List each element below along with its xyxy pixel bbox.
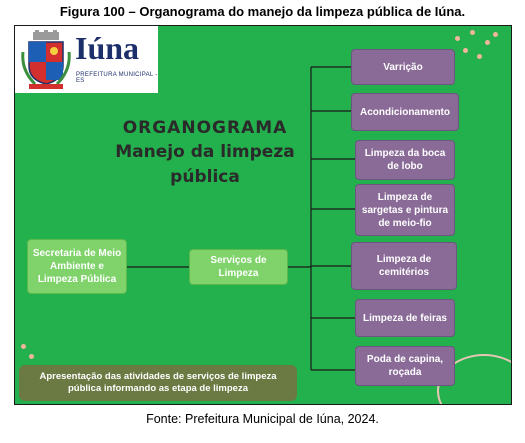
- municipality-logo: [15, 26, 158, 93]
- figure-source: Fonte: Prefeitura Municipal de Iúna, 2024.: [146, 412, 379, 426]
- node-middle: Serviços de Limpeza: [189, 249, 288, 285]
- node-service-feiras: Limpeza de feiras: [355, 299, 455, 337]
- chart-title-line1: ORGANOGRAMA: [122, 118, 288, 138]
- figure-caption: Figura 100 – Organograma do manejo da limpeza pública de Iúna.: [59, 4, 466, 19]
- node-service-sargetas: Limpeza de sargetas e pintura de meio-fio: [355, 184, 455, 236]
- chart-title-line2: Manejo da limpeza: [115, 142, 295, 162]
- logo-subtitle: PREFEITURA MUNICIPAL - ES: [76, 72, 158, 84]
- logo-name: Iúna: [75, 30, 140, 66]
- chart-title-line3: pública: [170, 167, 240, 187]
- organogram-panel: [14, 25, 512, 405]
- footer-note: Apresentação das atividades de serviços de limpeza pública informando as etapa de limpeza: [19, 365, 297, 401]
- coat-of-arms-icon: [21, 30, 71, 90]
- node-service-cemiterios: Limpeza de cemitérios: [351, 242, 457, 290]
- node-service-acondicionamento: Acondicionamento: [351, 93, 459, 131]
- node-service-poda: Poda de capina, roçada: [355, 346, 455, 386]
- node-service-boca-de-lobo: Limpeza da boca de lobo: [355, 140, 455, 180]
- node-root: Secretaria de Meio Ambiente e Limpeza Pública: [27, 239, 127, 294]
- node-service-varricao: Varrição: [351, 49, 455, 85]
